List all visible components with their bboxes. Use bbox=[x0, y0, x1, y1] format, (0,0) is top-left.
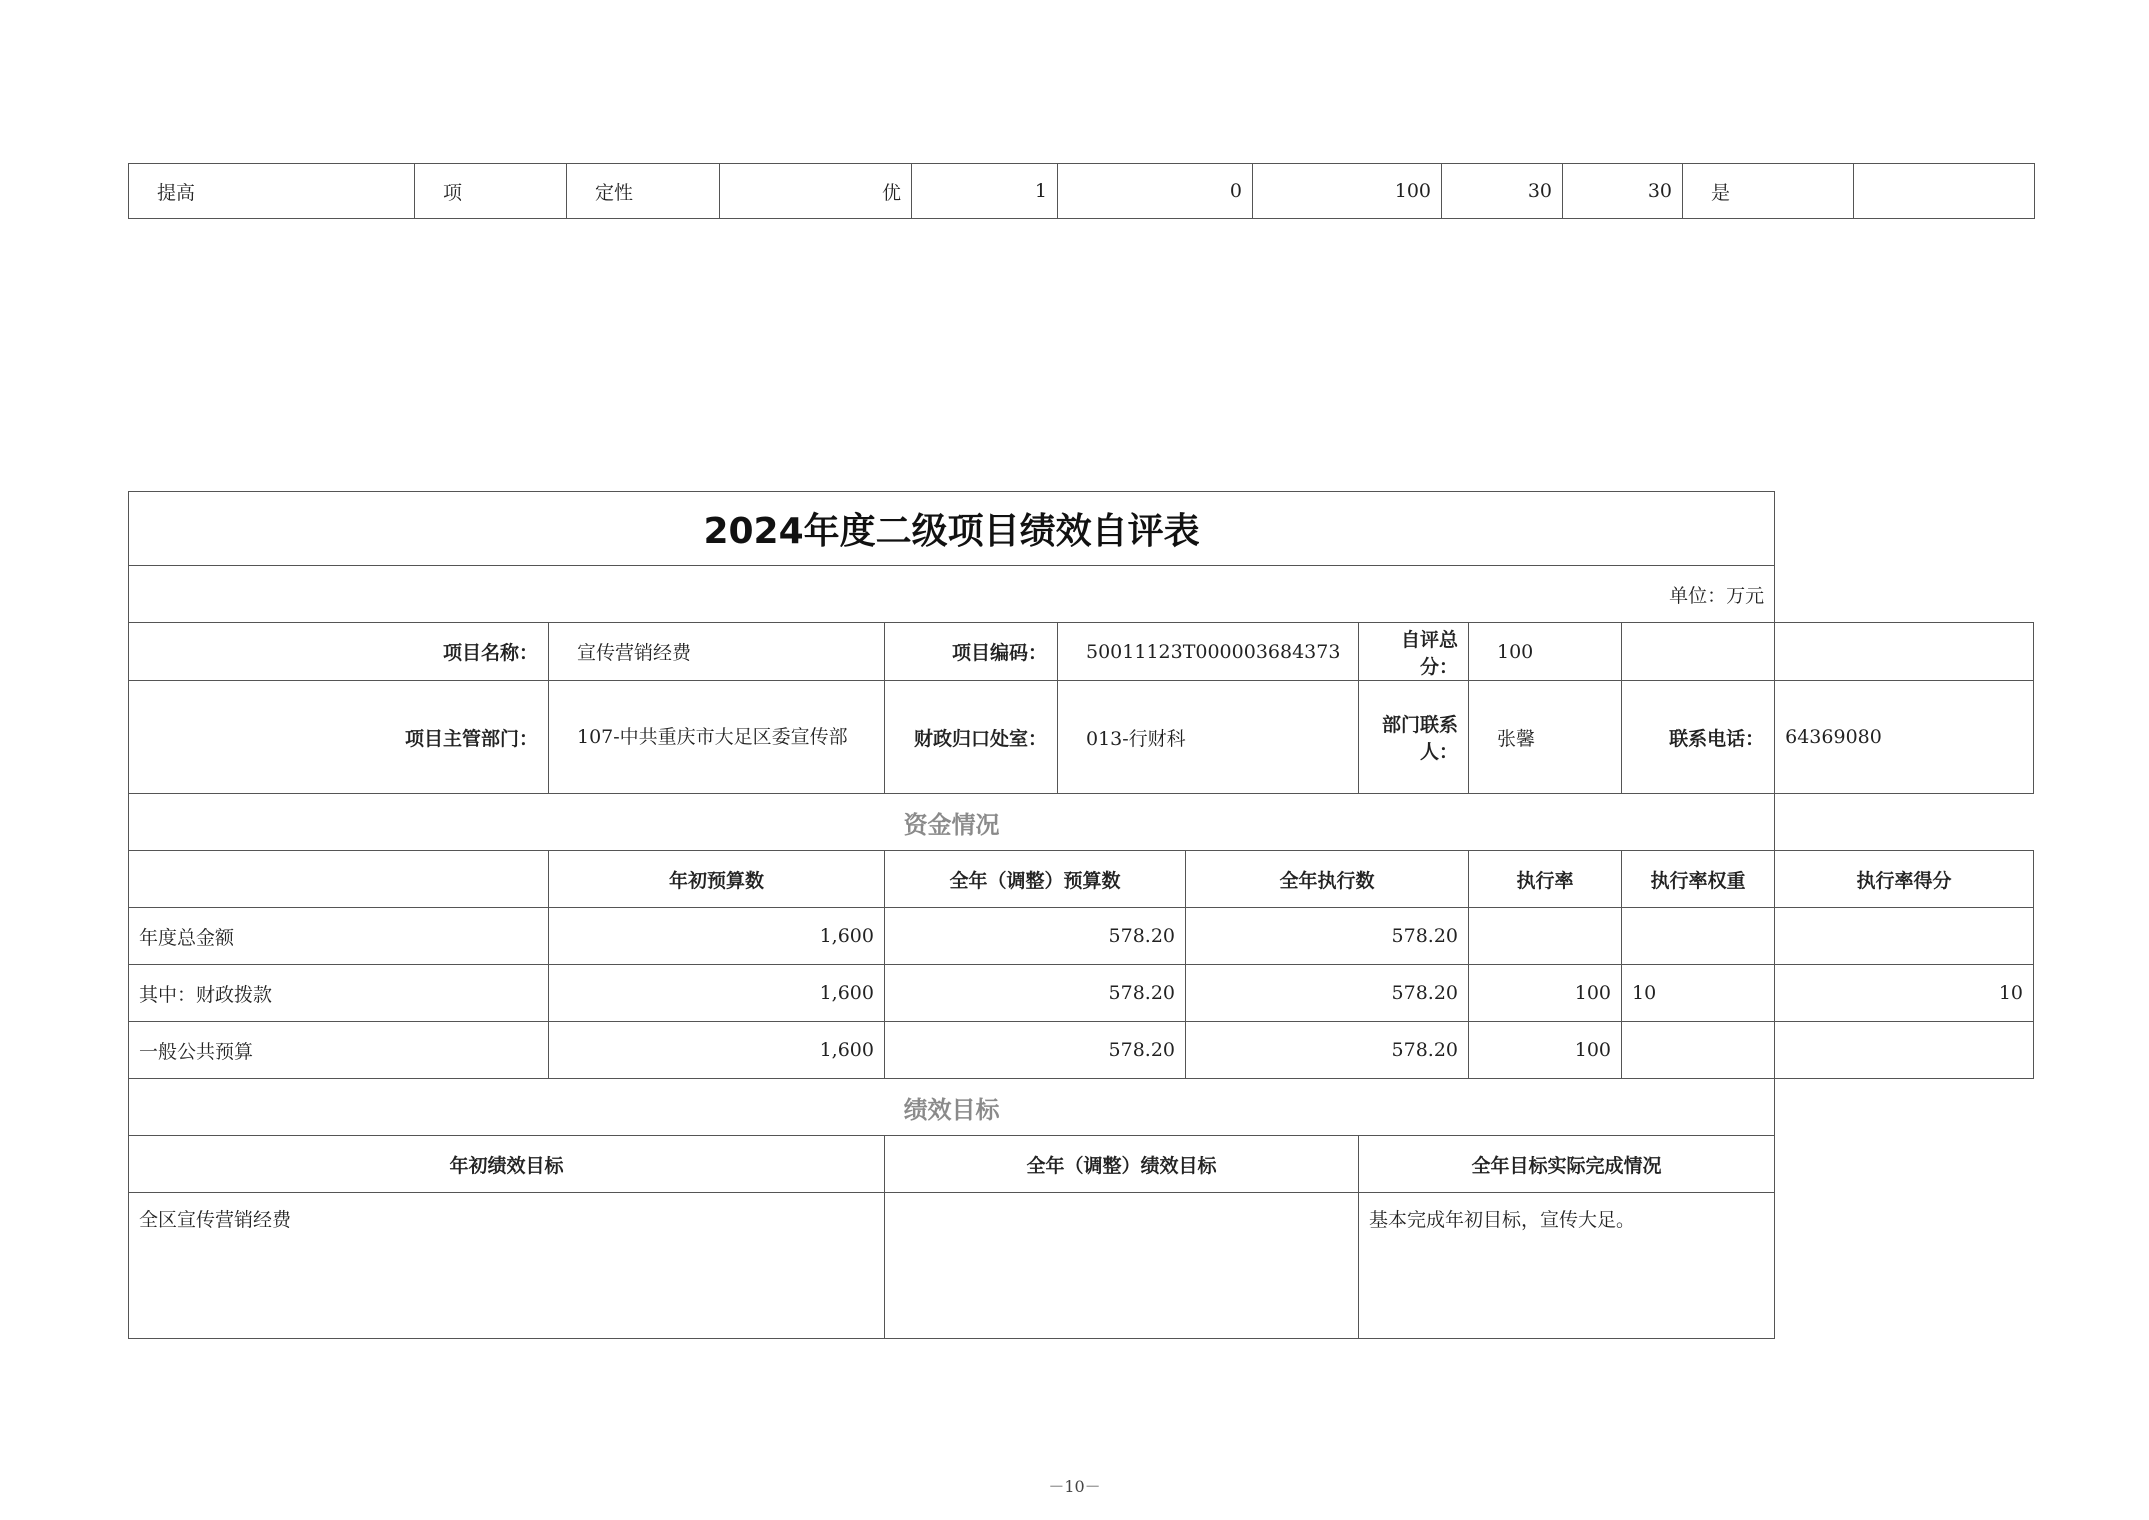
finance-office-value: 013-行财科 bbox=[1058, 681, 1359, 794]
funds-row-adjusted: 578.20 bbox=[885, 965, 1186, 1022]
funds-row-adjusted: 578.20 bbox=[885, 1022, 1186, 1079]
table-row bbox=[129, 965, 2034, 1022]
indicator-row-table bbox=[128, 163, 2035, 219]
funds-row-rate bbox=[1469, 908, 1622, 965]
funds-row-weight bbox=[1622, 1022, 1775, 1079]
phone-value: 64369080 bbox=[1775, 681, 2034, 794]
funds-row-rate: 100 bbox=[1469, 965, 1622, 1022]
indicator-type-cell: 定性 bbox=[567, 164, 720, 219]
project-name-value: 宣传营销经费 bbox=[549, 623, 885, 681]
indicator-remark-cell bbox=[1854, 164, 2035, 219]
project-code-value: 50011123T000003684373 bbox=[1058, 623, 1359, 681]
indicator-weight-cell: 30 bbox=[1442, 164, 1563, 219]
contact-value: 张馨 bbox=[1469, 681, 1622, 794]
dept-value: 107-中共重庆市大足区委宣传部 bbox=[549, 681, 885, 794]
goals-header-actual: 全年目标实际完成情况 bbox=[1359, 1136, 1775, 1193]
phone-label: 联系电话： bbox=[1622, 681, 1775, 794]
goals-header-initial: 年初绩效目标 bbox=[129, 1136, 885, 1193]
indicator-target-cell: 优 bbox=[720, 164, 912, 219]
funds-section-title: 资金情况 bbox=[129, 794, 1775, 851]
funds-row-score: 10 bbox=[1775, 965, 2034, 1022]
funds-row-score bbox=[1775, 1022, 2034, 1079]
funds-row-label: 年度总金额 bbox=[129, 908, 549, 965]
indicator-rate-cell: 100 bbox=[1253, 164, 1442, 219]
project-code-label: 项目编码： bbox=[885, 623, 1058, 681]
funds-row-label: 其中：财政拨款 bbox=[129, 965, 549, 1022]
contact-label: 部门联系人： bbox=[1359, 681, 1469, 794]
indicator-deviation-cell: 0 bbox=[1058, 164, 1253, 219]
project-name-label: 项目名称： bbox=[129, 623, 549, 681]
goals-adjusted-value bbox=[885, 1193, 1359, 1339]
funds-header-blank bbox=[129, 851, 549, 908]
goals-section-title: 绩效目标 bbox=[129, 1079, 1775, 1136]
indicator-met-cell: 是 bbox=[1683, 164, 1854, 219]
goals-initial-value: 全区宣传营销经费 bbox=[129, 1193, 885, 1339]
funds-header-initial: 年初预算数 bbox=[549, 851, 885, 908]
unit-label: 单位：万元 bbox=[129, 566, 1775, 623]
goals-header-adjusted: 全年（调整）绩效目标 bbox=[885, 1136, 1359, 1193]
funds-header-score: 执行率得分 bbox=[1775, 851, 2034, 908]
funds-row-initial: 1,600 bbox=[549, 965, 885, 1022]
funds-row-label: 一般公共预算 bbox=[129, 1022, 549, 1079]
empty-cell bbox=[1775, 623, 2034, 681]
indicator-name-cell: 提高 bbox=[129, 164, 415, 219]
evaluation-form-table bbox=[128, 491, 2034, 1339]
finance-office-label: 财政归口处室： bbox=[885, 681, 1058, 794]
empty-cell bbox=[1622, 623, 1775, 681]
funds-header-rate: 执行率 bbox=[1469, 851, 1622, 908]
indicator-actual-cell: 1 bbox=[912, 164, 1058, 219]
funds-row-executed: 578.20 bbox=[1186, 1022, 1469, 1079]
funds-row-rate: 100 bbox=[1469, 1022, 1622, 1079]
form-title: 2024年度二级项目绩效自评表 bbox=[129, 492, 1775, 566]
funds-row-adjusted: 578.20 bbox=[885, 908, 1186, 965]
funds-row-initial: 1,600 bbox=[549, 1022, 885, 1079]
goals-actual-value: 基本完成年初目标，宣传大足。 bbox=[1359, 1193, 1775, 1339]
funds-header-adjusted: 全年（调整）预算数 bbox=[885, 851, 1186, 908]
funds-row-score bbox=[1775, 908, 2034, 965]
funds-row-weight: 10 bbox=[1622, 965, 1775, 1022]
table-row bbox=[129, 908, 2034, 965]
funds-row-initial: 1,600 bbox=[549, 908, 885, 965]
page-number: －10－ bbox=[1048, 1477, 1101, 1496]
self-score-label: 自评总分： bbox=[1359, 623, 1469, 681]
table-row bbox=[129, 164, 2035, 219]
dept-label: 项目主管部门： bbox=[129, 681, 549, 794]
indicator-unit-cell: 项 bbox=[415, 164, 567, 219]
funds-header-executed: 全年执行数 bbox=[1186, 851, 1469, 908]
indicator-score-cell: 30 bbox=[1563, 164, 1683, 219]
funds-row-executed: 578.20 bbox=[1186, 908, 1469, 965]
funds-row-executed: 578.20 bbox=[1186, 965, 1469, 1022]
table-row bbox=[129, 1022, 2034, 1079]
funds-row-weight bbox=[1622, 908, 1775, 965]
self-score-value: 100 bbox=[1469, 623, 1622, 681]
funds-header-weight: 执行率权重 bbox=[1622, 851, 1775, 908]
